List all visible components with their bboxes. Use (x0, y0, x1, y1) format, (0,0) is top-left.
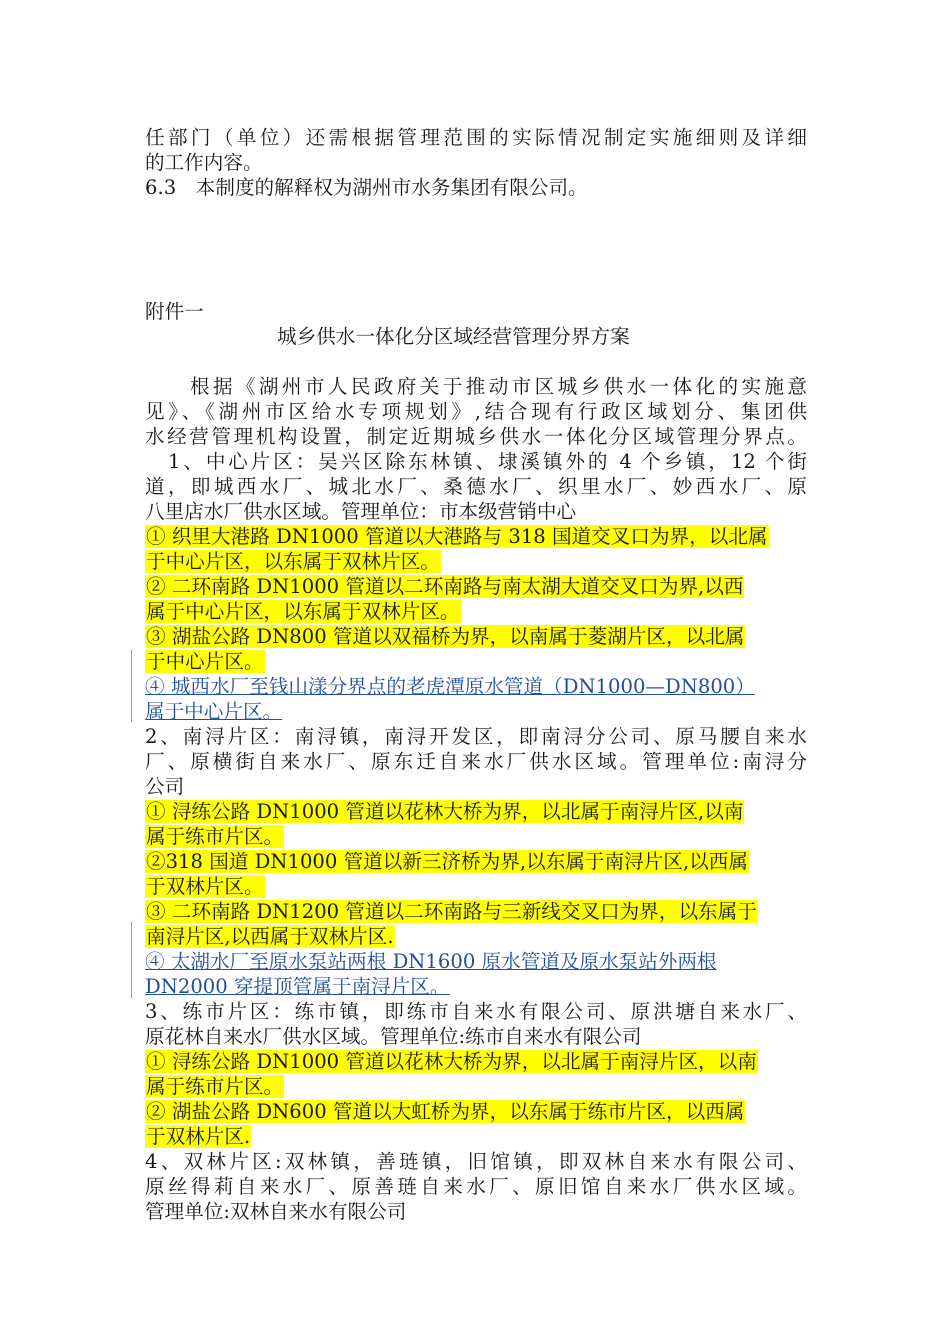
revised-item: ④ 城西水厂至钱山漾分界点的老虎潭原水管道（DN1000—DN800） (145, 675, 755, 698)
text-line: 见》、《湖州市区给水专项规划》,结合现有行政区域划分、集团供 (145, 400, 807, 423)
text-line: 原花林自来水厂供水区域。管理单位:练市自来水有限公司 (145, 1025, 642, 1048)
highlighted-item: ② 湖盐公路 DN600 管道以大虹桥为界，以东属于练市片区，以西属 (146, 1100, 745, 1123)
revised-item: DN2000 穿提顶管属于南浔片区。 (145, 975, 450, 998)
text-line: 任部门（单位）还需根据管理范围的实际情况制定实施细则及详细 (145, 126, 807, 149)
highlighted-item: ① 浔练公路 DN1000 管道以花林大桥为界，以北属于南浔片区，以南 (146, 1050, 757, 1073)
highlighted-item: ② 二环南路 DN1000 管道以二环南路与南太湖大道交叉口为界,以西 (146, 575, 744, 598)
highlighted-item: 属于中心片区，以东属于双林片区。 (146, 600, 460, 623)
attachment-title: 城乡供水一体化分区域经营管理分界方案 (277, 325, 630, 348)
revision-bar (131, 922, 132, 998)
highlighted-item: 于双林片区。 (146, 875, 264, 898)
highlighted-item: ③ 二环南路 DN1200 管道以二环南路与三新线交叉口为界，以东属于 (146, 900, 757, 923)
text-line: 的工作内容。 (145, 151, 263, 174)
highlighted-item: ③ 湖盐公路 DN800 管道以双福桥为界，以南属于菱湖片区，以北属 (146, 625, 745, 648)
text-line: 公司 (145, 775, 185, 798)
highlighted-item: 于中心片区，以东属于双林片区。 (146, 550, 440, 573)
text-line: 厂、原横街自来水厂、原东迁自来水厂供水区域。管理单位:南浔分 (145, 750, 807, 773)
highlighted-item: ① 织里大港路 DN1000 管道以大港路与 318 国道交叉口为界，以北属 (146, 525, 768, 548)
text-line: 水经营管理机构设置，制定近期城乡供水一体化分区域管理分界点。 (145, 425, 807, 448)
section-4-heading: 4、双林片区:双林镇，善琏镇，旧馆镇，即双林自来水有限公司、 (145, 1150, 807, 1173)
attachment-label: 附件一 (145, 300, 204, 323)
highlighted-item: ① 浔练公路 DN1000 管道以花林大桥为界，以北属于南浔片区,以南 (146, 800, 744, 823)
text-line: 道，即城西水厂、城北水厂、桑德水厂、织里水厂、妙西水厂、原 (145, 475, 807, 498)
revision-bar (131, 650, 132, 722)
highlighted-item: 于双林片区. (146, 1125, 251, 1148)
revised-item: ④ 太湖水厂至原水泵站两根 DN1600 原水管道及原水泵站外两根 (145, 950, 717, 973)
section-2-heading: 2、南浔片区：南浔镇，南浔开发区，即南浔分公司、原马腰自来水 (145, 725, 807, 748)
highlighted-item: ②318 国道 DN1000 管道以新三济桥为界,以东属于南浔片区,以西属 (146, 850, 748, 873)
revised-item: 属于中心片区。 (145, 700, 283, 723)
clause-6-3: 6.3 本制度的解释权为湖州市水务集团有限公司。 (145, 176, 588, 199)
section-1-heading: 1、中心片区：吴兴区除东林镇、埭溪镇外的 4 个乡镇，12 个街 (168, 450, 807, 473)
text-line: 根据《湖州市人民政府关于推动市区城乡供水一体化的实施意 (190, 375, 807, 398)
highlighted-item: 属于练市片区。 (146, 825, 284, 848)
section-3-heading: 3、练市片区：练市镇，即练市自来水有限公司、原洪塘自来水厂、 (145, 1000, 807, 1023)
highlighted-item: 于中心片区。 (146, 650, 264, 673)
highlighted-item: 南浔片区,以西属于双林片区. (146, 925, 394, 948)
text-line: 管理单位:双林自来水有限公司 (145, 1200, 407, 1223)
text-line: 八里店水厂供水区域。管理单位：市本级营销中心 (145, 500, 577, 523)
text-line: 原丝得莉自来水厂、原善琏自来水厂、原旧馆自来水厂供水区域。 (145, 1175, 807, 1198)
highlighted-item: 属于练市片区。 (146, 1075, 284, 1098)
